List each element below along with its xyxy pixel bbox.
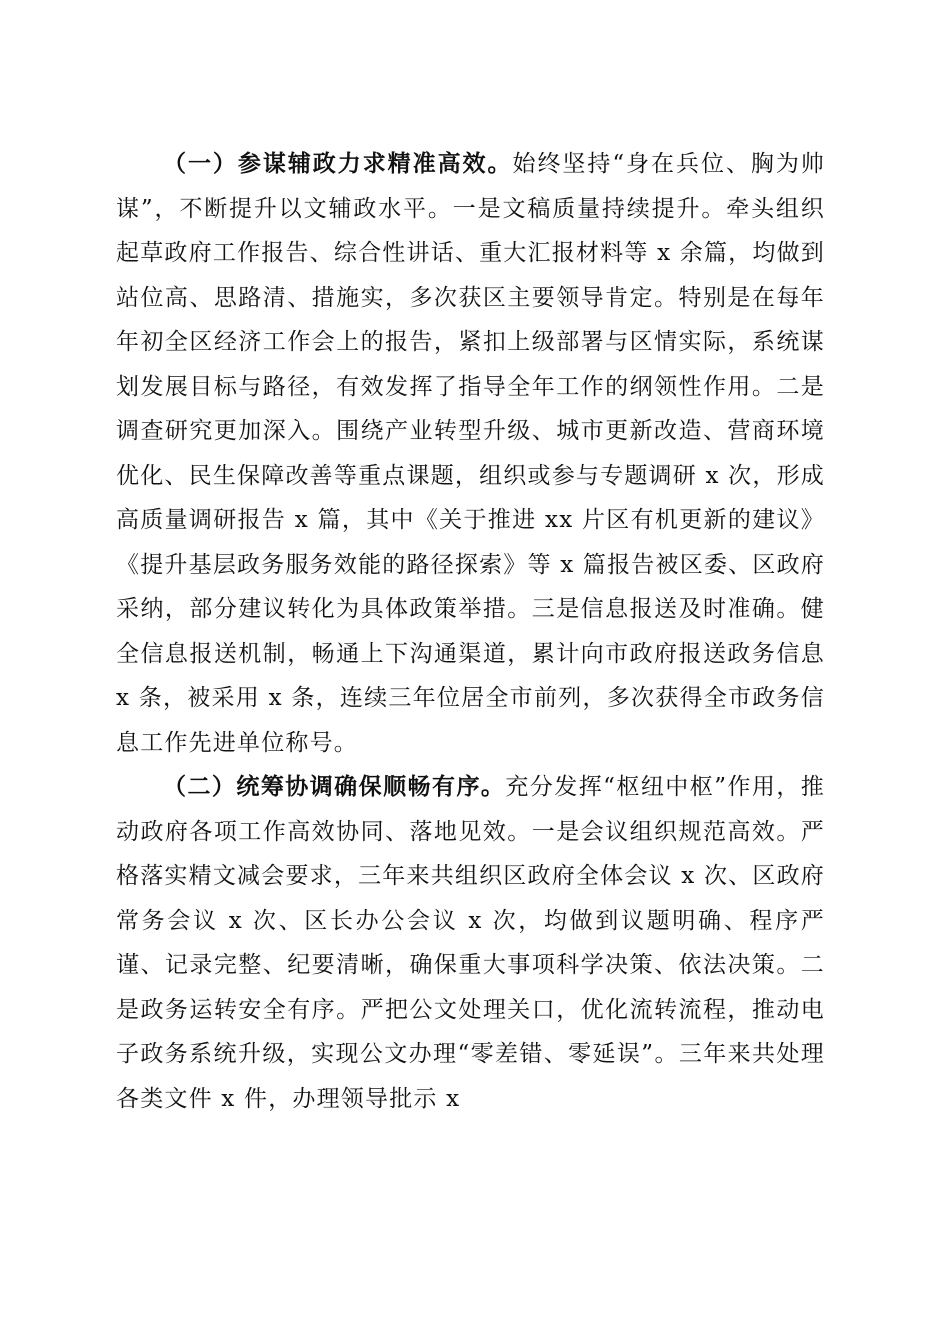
paragraph-2-text: 充分发挥“枢纽中枢”作用，推动政府各项工作高效协同、落地见效。一是会议组织规范高效。严格落实精文减会要求，三年来共组织区政府全体会议 x 次、区政府常务会议 x 次、区长办公会议 x 次，均做到议题明确、程序严谨、记录完整、纪要清晰，确保重大事项科学决策、依法决策。二是政务运转安全有序。严把公文处理关口，优化流转流程，推动电子政务系统升级，实现公文办理“零差错、零延误”。三年来共处理各类文件 x 件，办理领导批示 x bbox=[116, 774, 825, 1112]
paragraph-1 bbox=[116, 142, 825, 765]
document-body bbox=[116, 142, 825, 1121]
section-heading-1: （一）参谋辅政力求精准高效。 bbox=[163, 150, 513, 177]
paragraph-1-text: 始终坚持“身在兵位、胸为帅谋”，不断提升以文辅政水平。一是文稿质量持续提升。牵头组织起草政府工作报告、综合性讲话、重大汇报材料等 x 余篇，均做到站位高、思路清、措施实，多次获区主要领导肯定。特别是在每年年初全区经济工作会上的报告，紧扣上级部署与区情实际，系统谋划发展目标与路径，有效发挥了指导全年工作的纲领性作用。二是调查研究更加深入。围绕产业转型升级、城市更新改造、营商环境优化、民生保障改善等重点课题，组织或参与专题调研 x 次，形成高质量调研报告 x 篇，其中《关于推进 xx 片区有机更新的建议》《提升基层政务服务效能的路径探索》等 x 篇报告被区委、区政府采纳，部分建议转化为具体政策举措。三是信息报送及时准确。健全信息报送机制，畅通上下沟通渠道，累计向市政府报送政务信息 x 条，被采用 x 条，连续三年位居全市前列，多次获得全市政务信息工作先进单位称号。 bbox=[116, 151, 825, 756]
section-heading-2: （二）统筹协调确保顺畅有序。 bbox=[163, 773, 506, 800]
paragraph-2 bbox=[116, 765, 825, 1121]
